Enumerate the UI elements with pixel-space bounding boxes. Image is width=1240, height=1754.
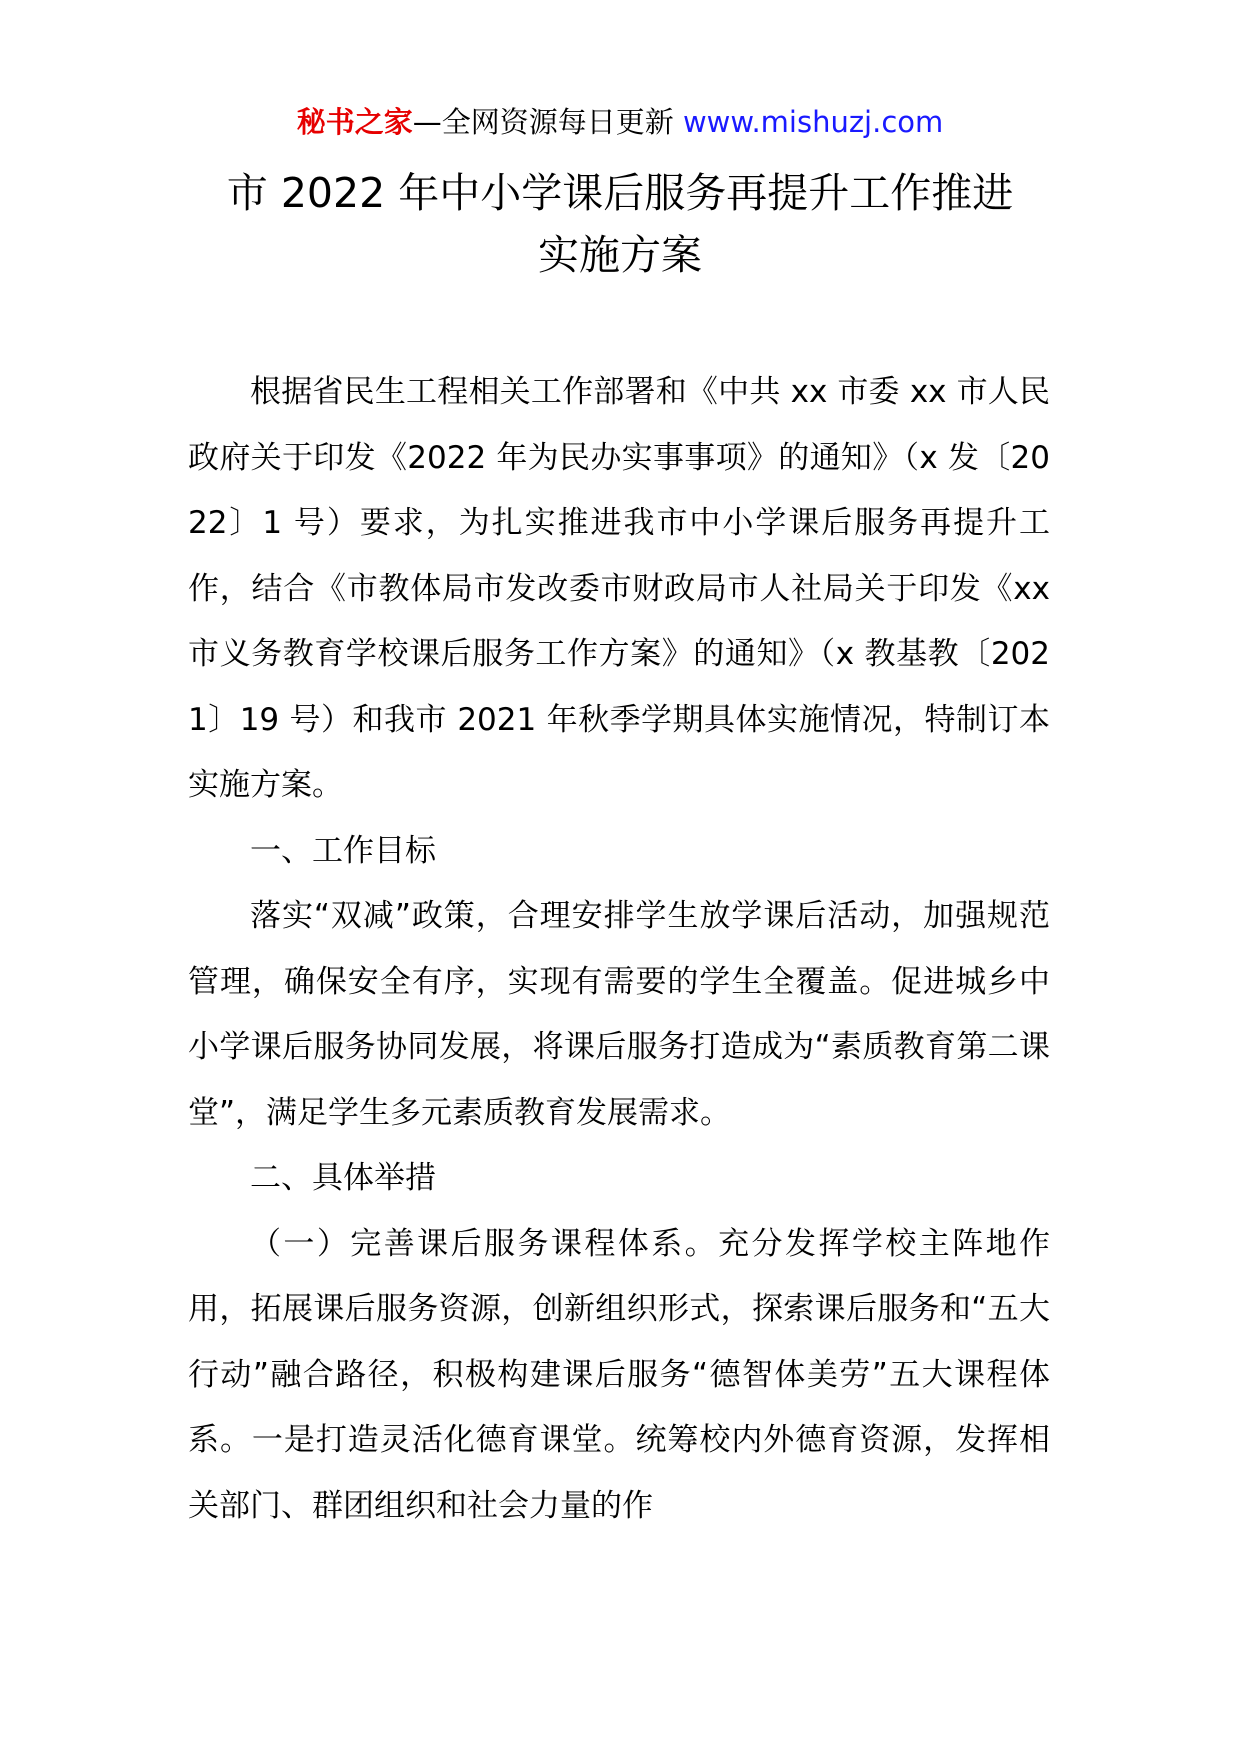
document-body xyxy=(188,360,1050,1539)
site-url[interactable]: www.mishuzj.com xyxy=(682,105,944,139)
title-line-2: 实施方案 xyxy=(538,231,702,279)
measures-paragraph: （一）完善课后服务课程体系。充分发挥学校主阵地作用，拓展课后服务资源，创新组织形式，探索课后服务和“五大行动”融合路径，积极构建课后服务“德智体美劳”五大课程体系。一是打造灵活化德育课堂。统筹校内外德育资源，发挥相关部门、群团组织和社会力量的作 xyxy=(188,1225,1050,1524)
document-title xyxy=(140,162,1100,286)
brand-name: 秘书之家 xyxy=(296,105,413,139)
title-line-1: 市 2022 年中小学课后服务再提升工作推进 xyxy=(226,169,1014,217)
site-header xyxy=(0,100,1240,144)
header-tagline: —全网资源每日更新 xyxy=(412,105,674,139)
section-heading-measures: 二、具体举措 xyxy=(250,1160,436,1196)
section-heading-goals: 一、工作目标 xyxy=(250,832,436,869)
intro-paragraph: 根据省民生工程相关工作部署和《中共 xx 市委 xx 市人民政府关于印发《2022 年为民办实事事项》的通知》（x 发〔2022〕1 号）要求，为扎实推进我市中小学课后服务再提升工作，结合《市教体局市发改委市财政局市人社局关于印发《xx 市义务教育学校课后服务工作方案》的通知》（x 教基教〔2021〕19 号）和我市 2021 年秋季学期具体实施情况，特制订本实施方案。 xyxy=(188,374,1050,803)
goals-paragraph: 落实“双减”政策，合理安排学生放学课后活动，加强规范管理，确保安全有序，实现有需要的学生全覆盖。促进城乡中小学课后服务协同发展，将课后服务打造成为“素质教育第二课堂”，满足学生多元素质教育发展需求。 xyxy=(188,898,1050,1131)
